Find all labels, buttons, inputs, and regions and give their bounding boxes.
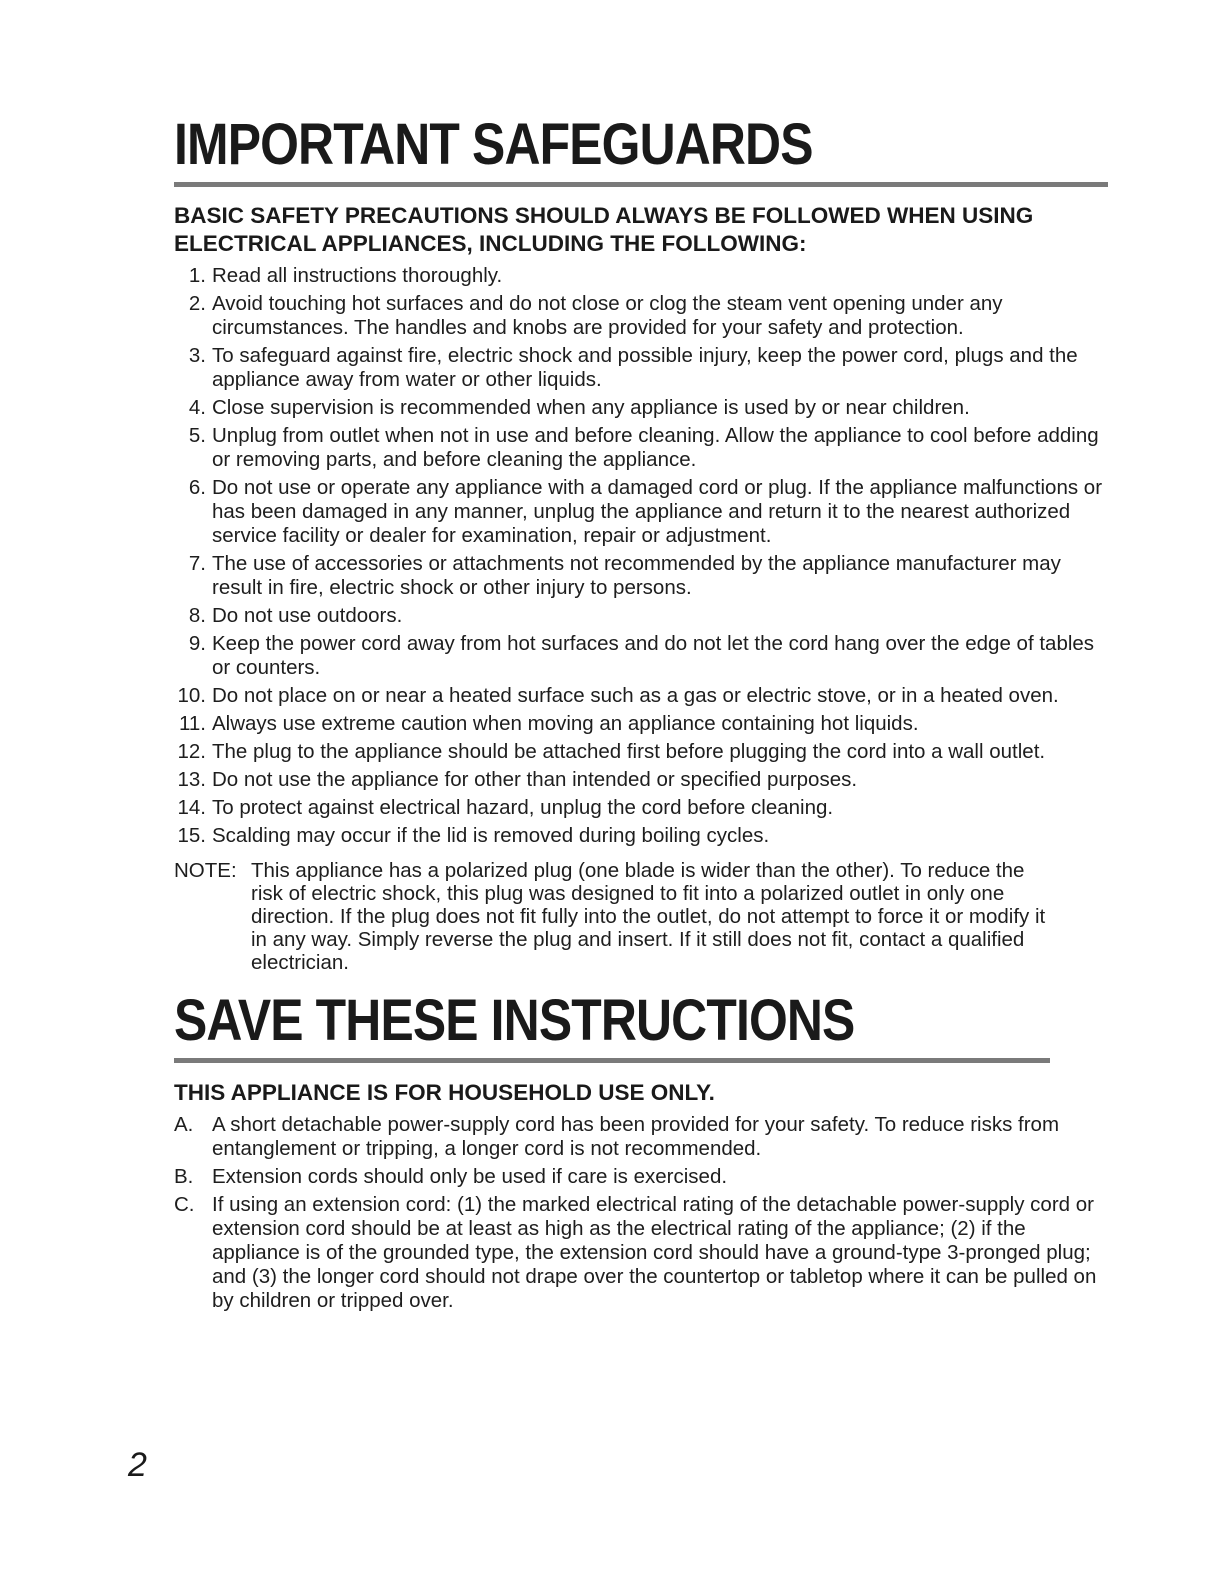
item-text: Close supervision is recommended when any appliance is used by or near children. — [212, 396, 970, 419]
item-text: To safeguard against fire, electric shock and possible injury, keep the power cord, plugs and the appliance away from water or other liquids. — [212, 344, 1078, 391]
item-text: Do not use outdoors. — [212, 604, 403, 627]
item-number: 12. — [177, 740, 206, 763]
list-item — [174, 424, 1108, 472]
save-instructions-title: SAVE THESE INSTRUCTIONS — [174, 988, 855, 1053]
safeguards-list — [174, 264, 1108, 848]
item-text: Always use extreme caution when moving an appliance containing hot liquids. — [212, 712, 919, 735]
page-title: IMPORTANT SAFEGUARDS — [174, 112, 813, 177]
item-number: 8. — [188, 604, 206, 627]
list-item — [174, 1113, 1108, 1161]
note-label: NOTE: — [174, 859, 237, 882]
item-text: To protect against electrical hazard, unplug the cord before cleaning. — [212, 796, 834, 819]
item-number: 2. — [188, 292, 206, 315]
list-item — [174, 1165, 1108, 1189]
polarized-plug-note — [174, 859, 1051, 974]
item-number: 9. — [188, 632, 206, 655]
item-number: 4. — [188, 396, 206, 419]
item-letter: A. — [174, 1113, 194, 1136]
item-number: 10. — [177, 684, 206, 707]
list-item — [174, 632, 1108, 680]
title-divider — [174, 182, 1108, 187]
list-item — [174, 684, 1108, 708]
item-number: 6. — [188, 476, 206, 499]
item-number: 5. — [188, 424, 206, 447]
list-item — [174, 604, 1108, 628]
list-item — [174, 768, 1108, 792]
list-item — [174, 740, 1108, 764]
save-divider — [174, 1058, 1050, 1063]
item-text: If using an extension cord: (1) the marked electrical rating of the detachable power-supply cord or extension cord should be at least as high as the electrical rating of the appliance; (2) if the appliance is of the grounded type, the extension cord should have a ground-type 3-pronged plug; and (3) the longer cord should not drape over the countertop or tabletop where it can be pulled on by children or tripped over. — [212, 1193, 1097, 1312]
item-number: 7. — [188, 552, 206, 575]
note-text: This appliance has a polarized plug (one blade is wider than the other). To reduce the risk of electric shock, this plug was designed to fit into a polarized outlet in only one direction. If the plug does not fit fully into the outlet, do not attempt to force it or modify it in any way. Simply reverse the plug and insert. If it still does not fit, contact a qualified electrician. — [251, 859, 1046, 974]
item-text: Read all instructions thoroughly. — [212, 264, 503, 287]
item-text: Extension cords should only be used if care is exercised. — [212, 1165, 728, 1188]
item-number: 1. — [188, 264, 206, 287]
item-number: 14. — [177, 796, 206, 819]
item-number: 15. — [177, 824, 206, 847]
item-text: A short detachable power-supply cord has been provided for your safety. To reduce risks from entanglement or tripping, a longer cord is not recommended. — [212, 1113, 1060, 1160]
list-item — [174, 476, 1108, 548]
list-item — [174, 396, 1108, 420]
precautions-heading: BASIC SAFETY PRECAUTIONS SHOULD ALWAYS BE FOLLOWED WHEN USING ELECTRICAL APPLIANCES, INCLUDING THE FOLLOWING: — [174, 203, 1034, 256]
item-text: The use of accessories or attachments not recommended by the appliance manufacturer may result in fire, electric shock or other injury to persons. — [212, 552, 1061, 599]
list-item — [174, 712, 1108, 736]
item-text: Scalding may occur if the lid is removed during boiling cycles. — [212, 824, 770, 847]
list-item — [174, 552, 1108, 600]
page-number: 2 — [128, 1446, 147, 1484]
item-text: Do not use the appliance for other than intended or specified purposes. — [212, 768, 858, 791]
item-letter: B. — [174, 1165, 194, 1188]
item-text: Avoid touching hot surfaces and do not close or clog the steam vent opening under any circumstances. The handles and knobs are provided for your safety and protection. — [212, 292, 1003, 339]
list-item — [174, 264, 1108, 288]
list-item — [174, 824, 1108, 848]
list-item — [174, 796, 1108, 820]
list-item — [174, 344, 1108, 392]
item-letter: C. — [174, 1193, 195, 1216]
household-heading: THIS APPLIANCE IS FOR HOUSEHOLD USE ONLY. — [174, 1080, 715, 1105]
item-number: 3. — [188, 344, 206, 367]
manual-page — [174, 112, 1108, 1317]
item-text: Do not place on or near a heated surface such as a gas or electric stove, or in a heated oven. — [212, 684, 1059, 707]
item-number: 13. — [177, 768, 206, 791]
item-number: 11. — [179, 712, 206, 735]
household-list — [174, 1113, 1108, 1313]
item-text: Unplug from outlet when not in use and before cleaning. Allow the appliance to cool before adding or removing parts, and before cleaning the appliance. — [212, 424, 1099, 471]
item-text: Keep the power cord away from hot surfaces and do not let the cord hang over the edge of tables or counters. — [212, 632, 1095, 679]
item-text: The plug to the appliance should be attached first before plugging the cord into a wall outlet. — [212, 740, 1046, 763]
list-item — [174, 292, 1108, 340]
item-text: Do not use or operate any appliance with a damaged cord or plug. If the appliance malfunctions or has been damaged in any manner, unplug the appliance and return it to the nearest authorized service facility or dealer for examination, repair or adjustment. — [212, 476, 1103, 547]
save-instructions-section — [174, 988, 1108, 1313]
list-item — [174, 1193, 1108, 1313]
